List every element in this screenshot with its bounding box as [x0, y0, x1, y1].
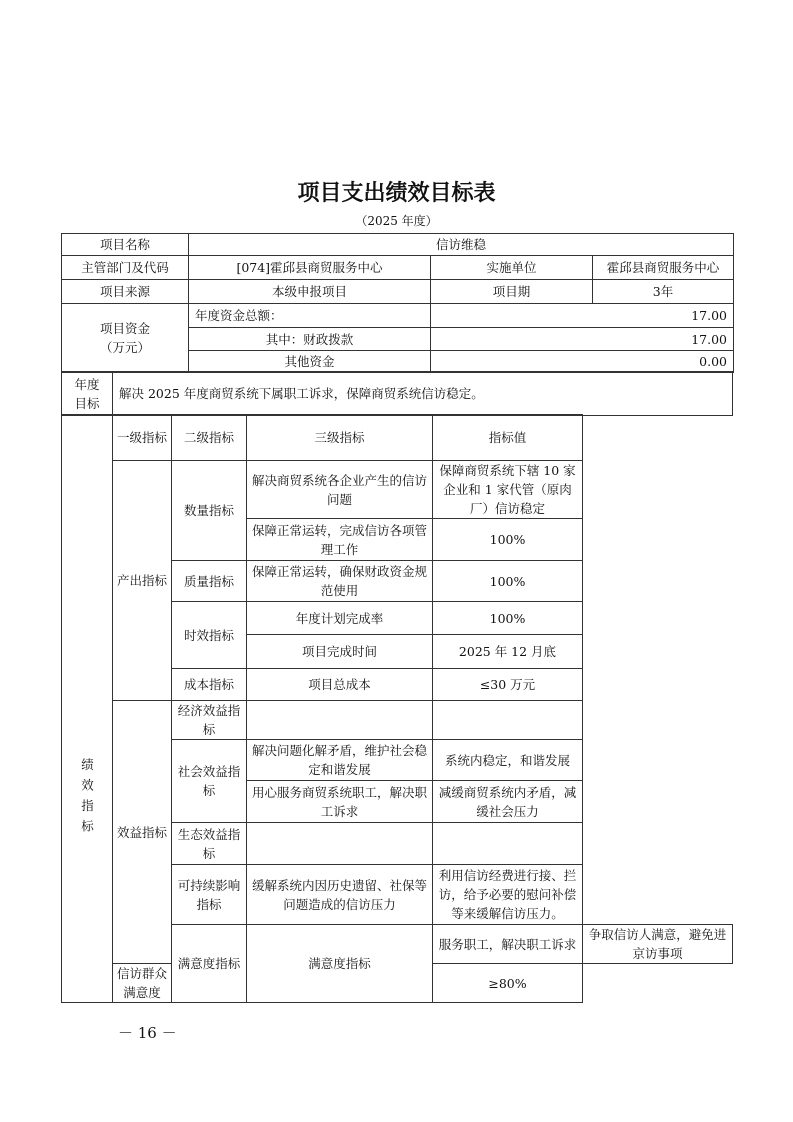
l2: 社会效益指标 — [172, 740, 247, 823]
row-name: 保障正常运转，完成信访各项管理工作 — [247, 519, 433, 561]
group-label: 绩效指标 — [62, 415, 113, 1003]
other-fund: 0.00 — [431, 351, 734, 373]
total-fund: 17.00 — [431, 304, 734, 328]
row-value — [433, 823, 583, 865]
row-value: 减缓商贸系统内矛盾，减缓社会压力 — [433, 781, 583, 823]
period: 3年 — [593, 280, 734, 304]
label: 项目期 — [431, 280, 593, 304]
l2: 质量指标 — [172, 561, 247, 602]
row-value: 100% — [433, 561, 583, 602]
row-name: 服务职工，解决职工诉求 — [433, 925, 583, 964]
l2: 可持续影响指标 — [172, 865, 247, 925]
fund-unit: （万元） — [99, 340, 150, 355]
row-value — [433, 701, 583, 740]
project-info-table — [61, 233, 734, 373]
label: 实施单位 — [431, 256, 593, 280]
l1-satisfaction: 满意度指标 — [172, 925, 247, 1003]
row-value: ≤30 万元 — [433, 669, 583, 701]
fund-label — [62, 304, 189, 373]
l2: 时效指标 — [172, 602, 247, 669]
page-number: － 16 － — [118, 1024, 177, 1042]
project-name: 信访维稳 — [189, 234, 734, 256]
header: 一级指标 — [113, 415, 172, 461]
row-name — [247, 701, 433, 740]
row-name: 项目总成本 — [247, 669, 433, 701]
goal-text: 解决 2025 年度商贸系统下属职工诉求，保障商贸系统信访稳定。 — [113, 372, 733, 416]
l2: 经济效益指标 — [172, 701, 247, 740]
header: 指标值 — [433, 415, 583, 461]
label: 其中：财政拨款 — [189, 328, 431, 351]
row-value: 100% — [433, 519, 583, 561]
label: 项目名称 — [62, 234, 189, 256]
source: 本级申报项目 — [189, 280, 431, 304]
year-subtitle: （2025 年度） — [355, 214, 438, 228]
header: 三级指标 — [247, 415, 433, 461]
row-value: 系统内稳定，和谐发展 — [433, 740, 583, 781]
goal-label — [62, 372, 113, 416]
row-value: 利用信访经费进行接、拦访，给予必要的慰问补偿等来缓解信访压力。 — [433, 865, 583, 925]
goal-table — [61, 371, 733, 416]
label: 主管部门及代码 — [62, 256, 189, 280]
row-value: 保障商贸系统下辖 10 家企业和 1 家代管（原肉厂）信访稳定 — [433, 461, 583, 519]
row-value: 2025 年 12 月底 — [433, 635, 583, 669]
row-value: 争取信访人满意，避免进京访事项 — [583, 925, 733, 964]
label: 年度资金总额： — [189, 304, 431, 328]
row-name: 保障正常运转，确保财政资金规范使用 — [247, 561, 433, 602]
indicator-table — [61, 414, 733, 1003]
l2: 生态效益指标 — [172, 823, 247, 865]
row-name: 解决商贸系统各企业产生的信访问题 — [247, 461, 433, 519]
row-value: ≥80% — [433, 964, 583, 1003]
goal-label-1: 年度 — [74, 376, 100, 392]
label: 项目来源 — [62, 280, 189, 304]
l2: 满意度指标 — [247, 925, 433, 1003]
l1-output: 产出指标 — [113, 461, 172, 701]
fiscal-fund: 17.00 — [431, 328, 734, 351]
row-value: 100% — [433, 602, 583, 635]
row-name: 缓解系统内因历史遗留、社保等问题造成的信访压力 — [247, 865, 433, 925]
row-name: 年度计划完成率 — [247, 602, 433, 635]
label: 其他资金 — [189, 351, 431, 373]
l2: 成本指标 — [172, 669, 247, 701]
goal-label-2: 目标 — [74, 395, 100, 411]
unit: 霍邱县商贸服务中心 — [593, 256, 734, 280]
fund-label-text: 项目资金 — [99, 321, 150, 336]
dept: [074]霍邱县商贸服务中心 — [189, 256, 431, 280]
header: 二级指标 — [172, 415, 247, 461]
row-name — [247, 823, 433, 865]
row-name: 项目完成时间 — [247, 635, 433, 669]
row-name: 信访群众满意度 — [113, 964, 172, 1003]
l2: 数量指标 — [172, 461, 247, 561]
row-name: 用心服务商贸系统职工，解决职工诉求 — [247, 781, 433, 823]
row-name: 解决问题化解矛盾，维护社会稳定和谐发展 — [247, 740, 433, 781]
page-title: 项目支出绩效目标表 — [297, 181, 496, 206]
l1-benefit: 效益指标 — [113, 701, 172, 964]
